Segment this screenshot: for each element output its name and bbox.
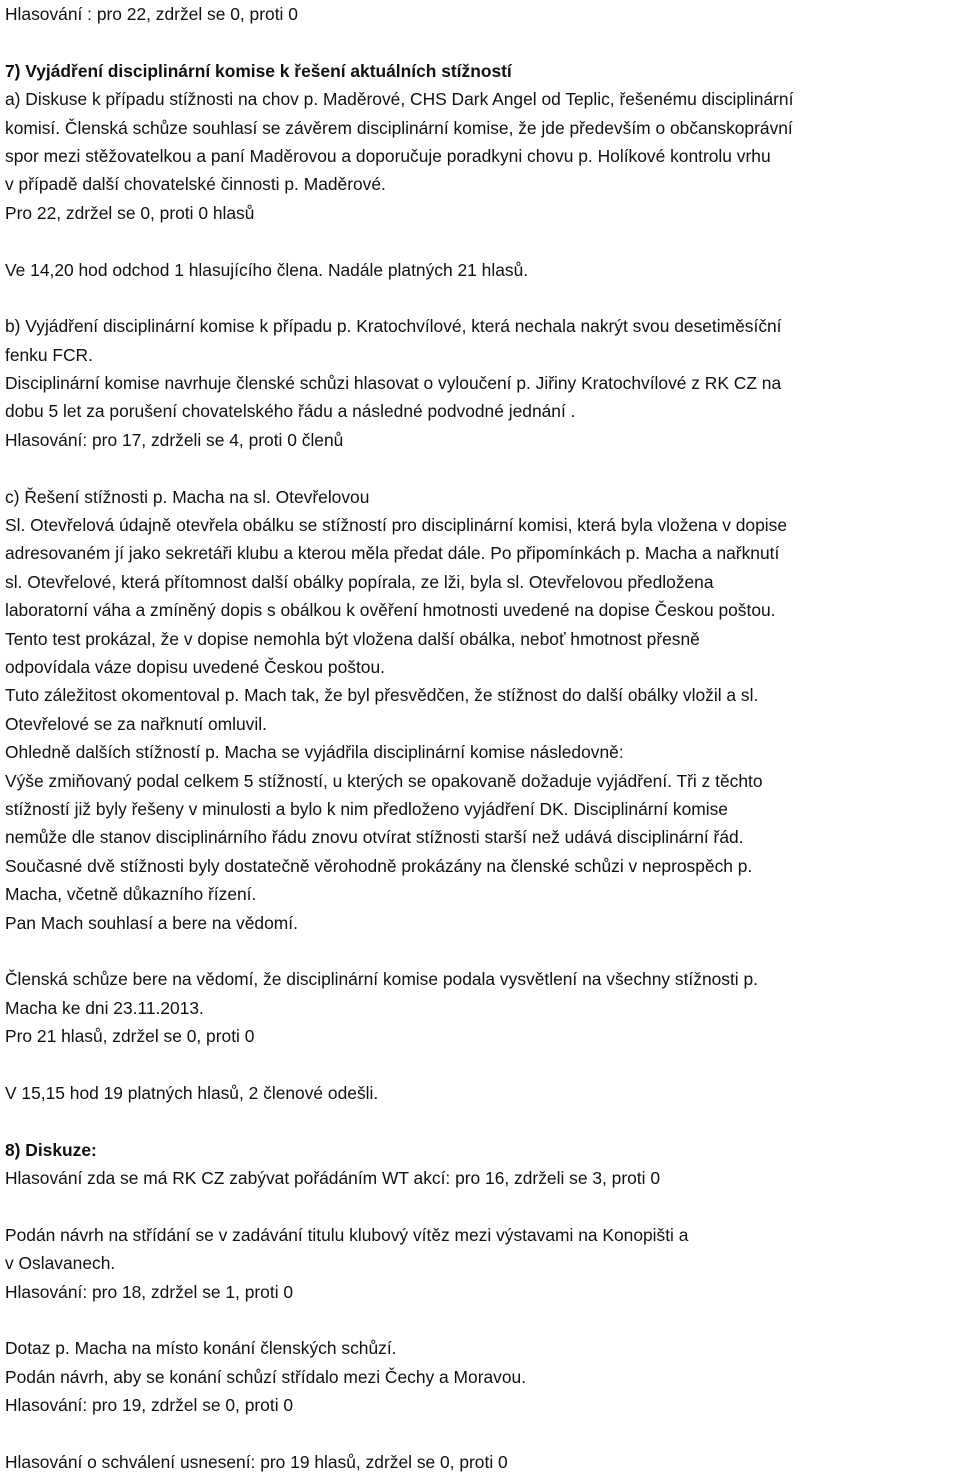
text-line: Podán návrh, aby se konání schůzí střídalo mezi Čechy a Moravou. [5, 1366, 527, 1387]
text-line: komisí. Členská schůze souhlasí se závěrem disciplinární komise, že jde především o občanskoprávní [5, 117, 793, 138]
blank-line [5, 227, 957, 255]
blank-line [5, 1306, 957, 1334]
document-body [5, 0, 957, 1476]
text-line: sl. Otevřelové, která přítomnost další obálky popírala, ze lži, byla sl. Otevřelovou předložena [5, 571, 714, 592]
blank-line [5, 284, 957, 312]
text-line: Současné dvě stížnosti byly dostatečně věrohodně prokázány na členské schůzi v neprospěch p. [5, 855, 753, 876]
text-line: Sl. Otevřelová údajně otevřela obálku se stížností pro disciplinární komisi, která byla vložena v dopise [5, 515, 788, 536]
text-line: laboratorní váha a zmíněný dopis s obálkou k ověření hmotnosti uvedené na dopise Českou poštou. [5, 600, 776, 621]
text-line: Disciplinární komise navrhuje členské schůzi hlasovat o vyloučení p. Jiřiny Kratochvílové z RK CZ na [5, 373, 782, 394]
text-line: stížností již byly řešeny v minulosti a bylo k nim předloženo vyjádření DK. Disciplinární komise [5, 798, 728, 819]
text-line: spor mezi stěžovatelkou a paní Maděrovou a doporučuje poradkyni chovu p. Holíkové kontrolu vrhu [5, 145, 771, 166]
text-line: Hlasování: pro 19, zdržel se 0, proti 0 [5, 1395, 294, 1416]
section-heading: 8) Diskuze: [5, 1139, 97, 1160]
text-line: Podán návrh na střídání se v zadávání titulu klubový vítěz mezi výstavami na Konopišti a [5, 1224, 689, 1245]
text-line: Hlasování o schválení usnesení: pro 19 hlasů, zdržel se 0, proti 0 [5, 1451, 508, 1472]
text-line: Hlasování: pro 18, zdržel se 1, proti 0 [5, 1281, 294, 1302]
text-line: v případě další chovatelské činnosti p. Maděrové. [5, 174, 386, 195]
text-line: fenku FCR. [5, 344, 93, 365]
text-line: odpovídala váze dopisu uvedené Českou poštou. [5, 656, 385, 677]
text-line: Tento test prokázal, že v dopise nemohla být vložena další obálka, neboť hmotnost přesně [5, 628, 700, 649]
text-line: Otevřelové se za nařknutí omluvil. [5, 713, 267, 734]
blank-line [5, 937, 957, 965]
text-line: nemůže dle stanov disciplinárního řádu znovu otvírat stížnosti starší než udává disciplinární řád. [5, 827, 744, 848]
text-line: V 15,15 hod 19 platných hlasů, 2 členové odešli. [5, 1082, 379, 1103]
blank-line [5, 454, 957, 482]
text-line: v Oslavanech. [5, 1253, 116, 1274]
text-line: Ohledně dalších stížností p. Macha se vyjádřila disciplinární komise následovně: [5, 742, 624, 763]
text-line: b) Vyjádření disciplinární komise k případu p. Kratochvílové, která nechala nakrýt svou desetiměsíční [5, 316, 782, 337]
text-line: Pro 22, zdržel se 0, proti 0 hlasů [5, 202, 255, 223]
text-line: Hlasování zda se má RK CZ zabývat pořádáním WT akcí: pro 16, zdrželi se 3, proti 0 [5, 1168, 661, 1189]
text-line: Členská schůze bere na vědomí, že disciplinární komise podala vysvětlení na všechny stížnosti p. [5, 969, 759, 990]
document-page [5, 0, 957, 1476]
text-line: Výše zmiňovaný podal celkem 5 stížností, u kterých se opakovaně dožaduje vyjádření. Tři z těchto [5, 770, 763, 791]
text-line: dobu 5 let za porušení chovatelského řádu a následné podvodné jednání . [5, 401, 576, 422]
text-line: c) Řešení stížnosti p. Macha na sl. Otevřelovou [5, 486, 370, 507]
text-line: Hlasování : pro 22, zdržel se 0, proti 0 [5, 4, 298, 24]
text-line: Ve 14,20 hod odchod 1 hlasujícího člena. Nadále platných 21 hlasů. [5, 259, 529, 280]
blank-line [5, 1107, 957, 1135]
text-line: a) Diskuse k případu stížnosti na chov p. Maděrové, CHS Dark Angel od Teplic, řešenému disciplinární [5, 89, 794, 110]
blank-line [5, 1192, 957, 1220]
text-line: Dotaz p. Macha na místo konání členských schůzí. [5, 1338, 397, 1359]
blank-line [5, 28, 957, 56]
text-line: Pan Mach souhlasí a bere na vědomí. [5, 912, 298, 933]
text-line: Macha ke dni 23.11.2013. [5, 997, 204, 1018]
section-heading: 7) Vyjádření disciplinární komise k řešení aktuálních stížností [5, 60, 512, 81]
text-line: Hlasování: pro 17, zdrželi se 4, proti 0 členů [5, 429, 344, 450]
blank-line [5, 1420, 957, 1448]
text-line: Macha, včetně důkazního řízení. [5, 884, 257, 905]
text-line: adresovaném jí jako sekretáři klubu a kterou měla předat dále. Po připomínkách p. Macha a nařknutí [5, 543, 780, 564]
blank-line [5, 1050, 957, 1078]
text-line: Pro 21 hlasů, zdržel se 0, proti 0 [5, 1026, 255, 1047]
text-line: Tuto záležitost okomentoval p. Mach tak, že byl přesvědčen, že stížnost do další obálky vložil a sl. [5, 685, 759, 706]
